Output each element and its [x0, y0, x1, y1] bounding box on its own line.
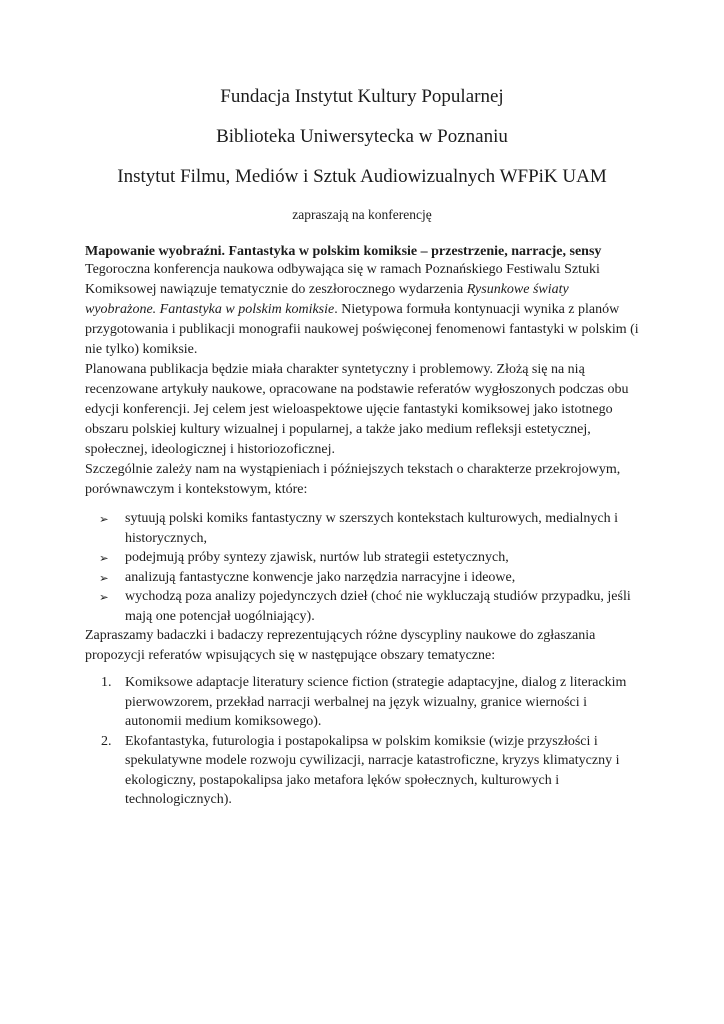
bullet-item-4: [85, 587, 639, 626]
paragraph-focus: Szczególnie zależy nam na wystąpieniach i późniejszych tekstach o charakterze przekrojowym, porównawczym i kontekstowym, które:: [85, 462, 621, 497]
focus-bullet-list: [85, 509, 639, 626]
bullet-text-4: wychodzą poza analizy pojedynczych dzieł (choć nie wykluczają studiów przypadku, jeśli mają one potencjał uogólniający).: [125, 589, 631, 624]
bullet-item-3: [85, 568, 639, 588]
bullet-item-1: [85, 509, 639, 548]
bullet-item-2: [85, 548, 639, 568]
paragraph-publication: Planowana publikacja będzie miała charakter syntetyczny i problemowy. Złożą się na nią recenzowane artykuły naukowe, opracowane na podstawie referatów wygłoszonych podczas obu edycji konferencji. Jej celem jest wieloaspektowe ujęcie fantastyki komiksowej jako istotnego obszaru polskiej kultury wizualnej i popularnej, a także jako medium refleksji estetycznej, społecznej, ideologicznej i historiozoficznej.: [85, 362, 629, 457]
organizer-block: [85, 86, 639, 188]
topic-number-1: 1.: [101, 675, 112, 690]
bullet-text-2: podejmują próby syntezy zjawisk, nurtów lub strategii estetycznych,: [125, 550, 509, 565]
topic-item-2: [85, 732, 639, 810]
arrow-bullet-icon: ➢: [99, 512, 109, 526]
topic-item-1: [85, 673, 639, 732]
organizer-line-3: Instytut Filmu, Mediów i Sztuk Audiowizualnych WFPiK UAM: [117, 166, 607, 187]
paragraph-intro-before: Tegoroczna konferencja naukowa odbywająca się w ramach Poznańskiego Festiwalu Sztuki Komiksowej nawiązuje tematycznie do zeszłorocznego wydarzenia: [85, 262, 600, 297]
arrow-bullet-icon: ➢: [99, 551, 109, 565]
arrow-bullet-icon: ➢: [99, 570, 109, 585]
organizer-line-2: Biblioteka Uniwersytecka w Poznaniu: [216, 126, 508, 147]
paragraph-intro: [85, 260, 639, 360]
topic-text-2: Ekofantastyka, futurologia i postapokalipsa w polskim komiksie (wizje przyszłości i spekulatywne modele rozwoju cywilizacji, narracje katastroficzne, kryzys klimatyczny i ekologiczny, postapokalipsa jako metafora lęków społecznych, kulturowych i technologicznych).: [125, 733, 620, 807]
previous-event-title: Rysunkowe światy wyobrażone. Fantastyka w polskim komiksie: [85, 282, 569, 317]
topic-number-2: 2.: [101, 733, 112, 749]
organizer-line-1: Fundacja Instytut Kultury Popularnej: [220, 86, 504, 107]
topics-list: [85, 673, 639, 810]
arrow-bullet-icon: ➢: [99, 590, 109, 604]
bullet-text-1: sytuują polski komiks fantastyczny w szerszych kontekstach kulturowych, medialnych i historycznych,: [125, 511, 619, 546]
invitation-line: zapraszają na konferencję: [292, 207, 432, 222]
bullet-text-3: analizują fantastyczne konwencje jako narzędzia narracyjne i ideowe,: [125, 569, 516, 585]
paragraph-intro-after: . Nietypowa formuła kontynuacji wynika z planów przygotowania i publikacji monografii naukowej poświęconej fenomenowi fantastyki w polskim (i nie tylko) komiksie.: [85, 302, 639, 357]
paragraph-call-for-papers: Zapraszamy badaczki i badaczy reprezentujących różne dyscypliny naukowe do zgłaszania propozycji referatów wpisujących się w następujące obszary tematyczne:: [85, 628, 596, 663]
conference-title: Mapowanie wyobraźni. Fantastyka w polskim komiksie – przestrzenie, narracje, sensy: [85, 244, 602, 259]
topic-text-1: Komiksowe adaptacje literatury science fiction (strategie adaptacyjne, dialog z literackim pierwowzorem, przekład narracji werbalnej na język wizualny, granice wierności i autonomii medium komiksowego).: [125, 675, 627, 729]
